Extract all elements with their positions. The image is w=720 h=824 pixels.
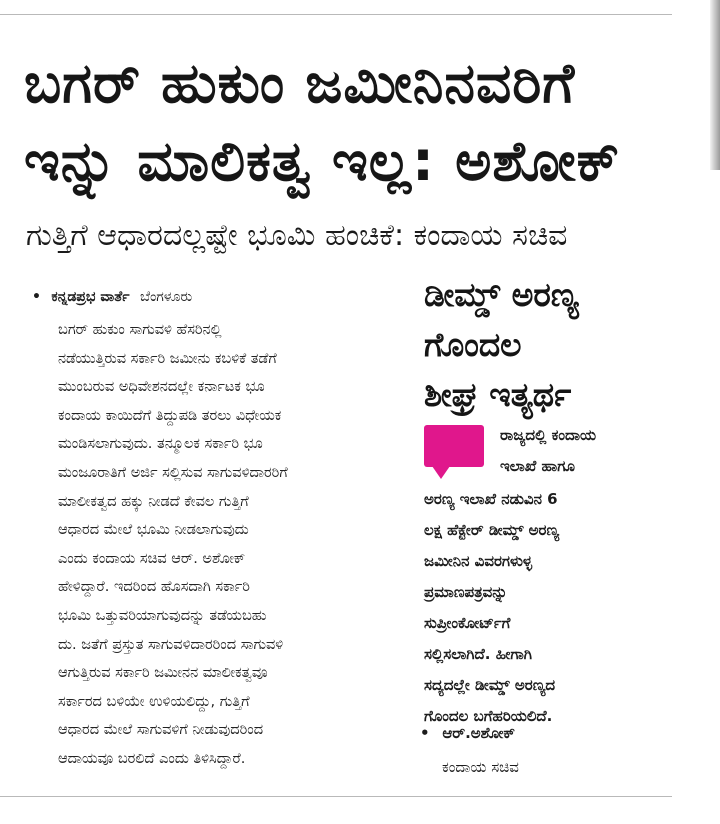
body-line: ಮುಂಬರುವ ಅಧಿವೇಶನದಲ್ಲೇ ಕರ್ನಾಟಕ ಭೂ xyxy=(58,379,265,396)
quote-line: ಇಲಾಖೆ ಹಾಗೂ xyxy=(500,457,575,475)
body-line: ದು. ಜತೆಗೆ ಪ್ರಸ್ತುತ ಸಾಗುವಳಿದಾರರಿಂದ ಸಾಗುವಳಿ xyxy=(58,636,284,653)
article-body xyxy=(58,316,388,774)
body-line: ಬಗರ್ ಹುಕುಂ ಸಾಗುವಳಿ ಹೆಸರಿನಲ್ಲಿ xyxy=(58,322,222,338)
attribution-bullet: • xyxy=(420,724,430,742)
quote-line: ಸದ್ಯದಲ್ಲೇ ಡೀಮ್ಡ್ ಅರಣ್ಯದ xyxy=(424,676,556,694)
quote-line: ಸಲ್ಲಿಸಲಾಗಿದೆ. ಹೀಗಾಗಿ xyxy=(424,645,532,663)
sidebar-headline-line: ಗೊಂದಲ xyxy=(424,325,522,364)
body-line: ಮಂಡಿಸಲಾಗುವುದು. ತನ್ಮೂಲಕ ಸರ್ಕಾರಿ ಭೂ xyxy=(58,436,263,453)
sidebar-headline-line: ಶೀಘ್ರ ಇತ್ಯರ್ಥ xyxy=(424,375,572,414)
quote-line: ಜಮೀನಿನ ವಿವರಗಳುಳ್ಳ xyxy=(424,552,533,570)
body-line: ಆಗುತ್ತಿರುವ ಸರ್ಕಾರಿ ಜಮೀನನ ಮಾಲೀಕತ್ವವೂ xyxy=(58,665,268,682)
attribution-name: ಆರ್.ಅಶೋಕ್ xyxy=(442,724,515,742)
body-line: ಮಾಲೀಕತ್ವದ ಹಕ್ಕು ನೀಡದೆ ಕೇವಲ ಗುತ್ತಿಗೆ xyxy=(58,493,249,510)
page-edge-shadow xyxy=(710,0,720,170)
byline xyxy=(32,286,422,308)
body-line: ಆಧಾರದ ಮೇಲೆ ಸಾಗುವಳಿಗೆ ನೀಡುವುದರಿಂದ xyxy=(58,722,264,739)
quote-attribution xyxy=(420,720,690,780)
quote-line: ಸುಪ್ರೀಂಕೋರ್ಟ್‌ಗೆ xyxy=(424,614,511,632)
sidebar-headline-line: ಡೀಮ್ಡ್ ಅರಣ್ಯ xyxy=(424,275,579,314)
body-line: ಎಂದು ಕಂದಾಯ ಸಚಿವ ಆರ್. ಅಶೋಕ್ xyxy=(58,550,246,567)
quote-bubble-icon xyxy=(424,425,484,467)
attribution-title: ಕಂದಾಯ ಸಚಿವ xyxy=(442,758,519,776)
sidebar-headline xyxy=(424,270,694,420)
quote-line: ಅರಣ್ಯ ಇಲಾಖೆ ನಡುವಿನ 6 xyxy=(424,490,558,508)
body-line: ಆಧಾರದ ಮೇಲೆ ಭೂಮಿ ನೀಡಲಾಗುವುದು xyxy=(58,522,249,539)
body-line: ಭೂಮಿ ಒತ್ತುವರಿಯಾಗುವುದನ್ನು ತಡೆಯಬಹು xyxy=(58,607,267,624)
quote-line: ಪ್ರಮಾಣಪತ್ರವನ್ನು xyxy=(424,583,508,601)
headline-line-1: ಬಗರ್ ಹುಕುಂ ಜಮೀನಿನವರಿಗೆ xyxy=(24,51,576,115)
sidebar-quote xyxy=(424,484,694,732)
article-subheadline: ಗುತ್ತಿಗೆ ಆಧಾರದಲ್ಲಷ್ಟೇ ಭೂಮಿ ಹಂಚಿಕೆ: ಕಂದಾಯ ಸಚಿವ xyxy=(26,218,568,253)
body-line: ಹೇಳಿದ್ದಾರೆ. ಇದರಿಂದ ಹೊಸದಾಗಿ ಸರ್ಕಾರಿ xyxy=(58,579,250,596)
body-line: ಮಂಜೂರಾತಿಗೆ ಅರ್ಜಿ ಸಲ್ಲಿಸುವ ಸಾಗುವಳಿದಾರರಿಗೆ xyxy=(58,464,288,481)
headline-line-2: ಇನ್ನು ಮಾಲಿಕತ್ವ ಇಲ್ಲ: ಅಶೋಕ್ xyxy=(24,129,621,193)
sidebar-quote-lead xyxy=(500,420,690,482)
top-rule xyxy=(0,14,672,15)
byline-agency: ಕನ್ನಡಪ್ರಭ ವಾರ್ತೆ xyxy=(51,289,130,305)
byline-bullet: • xyxy=(32,289,41,305)
body-line: ಆದಾಯವೂ ಬರಲಿದೆ ಎಂದು ತಿಳಿಸಿದ್ದಾರೆ. xyxy=(58,750,246,767)
article-headline xyxy=(24,44,674,200)
quote-line: ರಾಜ್ಯದಲ್ಲಿ ಕಂದಾಯ xyxy=(500,426,597,444)
quote-line: ಗೊಂದಲ ಬಗೆಹರಿಯಲಿದೆ. xyxy=(424,707,553,725)
body-line: ನಡೆಯುತ್ತಿರುವ ಸರ್ಕಾರಿ ಜಮೀನು ಕಬಳಿಕೆ ತಡೆಗೆ xyxy=(58,350,277,367)
byline-place: ಬೆಂಗಳೂರು xyxy=(139,289,193,305)
body-line: ಸರ್ಕಾರದ ಬಳಿಯೇ ಉಳಿಯಲಿದ್ದು, ಗುತ್ತಿಗೆ xyxy=(58,693,250,710)
bottom-rule xyxy=(0,796,672,797)
quote-line: ಲಕ್ಷ ಹೆಕ್ಟೇರ್ ಡೀಮ್ಡ್ ಅರಣ್ಯ xyxy=(424,521,560,539)
body-line: ಕಂದಾಯ ಕಾಯಿದೆಗೆ ತಿದ್ದುಪಡಿ ತರಲು ವಿಧೇಯಕ xyxy=(58,407,282,424)
